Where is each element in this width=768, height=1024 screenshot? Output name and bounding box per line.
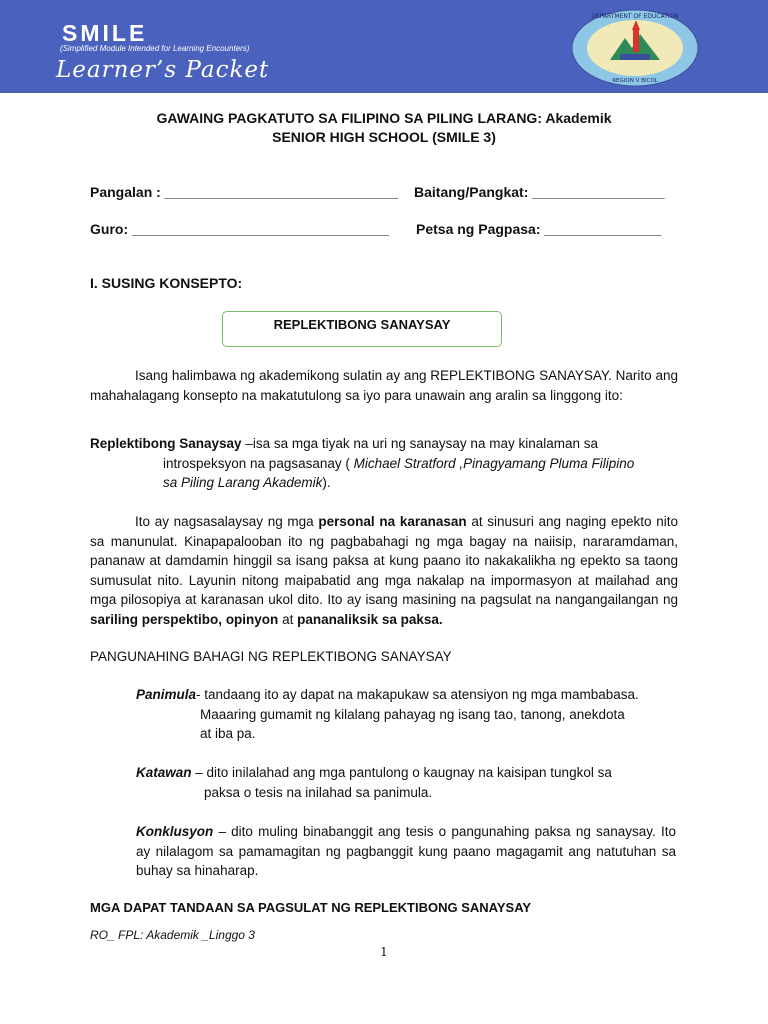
grade-section-field: Baitang/Pangkat: _________________ bbox=[414, 184, 665, 200]
definition-text-2: introspeksyon na pagsasanay ( bbox=[163, 455, 350, 471]
katawan-term: Katawan bbox=[136, 765, 192, 780]
body-text-4: at bbox=[278, 611, 298, 627]
body-bold-2: sariling perspektibo bbox=[90, 611, 219, 627]
document-title-line1: GAWAING PAGKATUTO SA FILIPINO SA PILING LARANG: Akademik bbox=[156, 110, 612, 126]
body-bold-1: personal na karanasan bbox=[318, 514, 467, 529]
definition-end: ). bbox=[322, 475, 331, 490]
panimula-term: Panimula bbox=[136, 687, 197, 702]
header-banner bbox=[0, 0, 768, 93]
svg-text:DEPARTMENT OF EDUCATION: DEPARTMENT OF EDUCATION bbox=[591, 13, 679, 20]
intro-paragraph: Isang halimbawa ng akademikong sulatin ay ang REPLEKTIBONG SANAYSAY. Narito ang mahahalagang konsepto na makatutulong sa iyo para unawain ang aralin sa linggong ito: bbox=[90, 368, 678, 403]
concept-box-label: REPLEKTIBONG SANAYSAY bbox=[273, 317, 451, 332]
definition-term: Replektibong Sanaysay bbox=[90, 436, 242, 451]
definition-text: –isa sa mga tiyak na uri ng sanaysay na may kinalaman sa bbox=[241, 436, 598, 451]
deped-seal-icon bbox=[570, 8, 700, 88]
body-text-1: Ito ay nagsasalaysay ng mga bbox=[135, 514, 319, 529]
page-number: 1 bbox=[380, 945, 388, 959]
section-heading: I. SUSING KONSEPTO: bbox=[90, 275, 243, 291]
brand-subtitle: (Simplified Module Intended for Learning Encounters) bbox=[60, 44, 250, 53]
konklusyon-text: – dito muling binabanggit ang tesis o pangunahing paksa ng sanaysay. Ito ay nilalagom sa pamamagitan ng pagbanggit kung paano magagamit ang natutuhan sa buhay sa hinaharap. bbox=[136, 824, 676, 878]
concept-box bbox=[222, 311, 502, 347]
part-katawan bbox=[136, 763, 676, 802]
parts-heading: PANGUNAHING BAHAGI NG REPLEKTIBONG SANAYSAY bbox=[90, 649, 452, 664]
body-text-2: at sinusuri ang naging epekto nito sa manunulat. Kinapapalooban ito ng pagbabahagi ng mga bagay na naiisip, nararamdaman, pananaw at damdamin hinggil sa isang paksa at kung paano ito nakakalikha ng epekto sa taong sumusulat nito. Layunin nitong maipabatid ang mga nakalap na impormasyon at mailahad ang mga pilosopiya at karanasan ukol dito. Ito ay isang masining na pagsulat na nangangailangan ng bbox=[90, 514, 678, 607]
submission-date-field: Petsa ng Pagpasa: _______________ bbox=[416, 221, 662, 237]
panimula-line3: at iba pa. bbox=[200, 726, 256, 741]
katawan-line2: paksa o tesis na inilahad sa panimula. bbox=[204, 784, 433, 800]
learners-packet-title: Learner’s Packet bbox=[56, 57, 270, 83]
body-bold-4: pananaliksik sa paksa. bbox=[297, 611, 443, 627]
part-konklusyon bbox=[136, 822, 676, 881]
definition-paragraph bbox=[90, 434, 678, 493]
panimula-line2: Maaaring gumamit ng kilalang pahayag ng isang tao, tanong, anekdota bbox=[200, 706, 625, 722]
page-footer: RO_ FPL: Akademik _Linggo 3 bbox=[90, 928, 255, 942]
definition-citation-2: sa Piling Larang Akademik bbox=[163, 475, 323, 490]
body-bold-3: opinyon bbox=[225, 611, 279, 627]
katawan-line1: – dito inilalahad ang mga pantulong o kaugnay na kaisipan tungkol sa bbox=[191, 765, 612, 780]
definition-citation: Michael Stratford ,Pinagyamang Pluma Filipino bbox=[349, 455, 635, 471]
reminders-heading: MGA DAPAT TANDAAN SA PAGSULAT NG REPLEKTIBONG SANAYSAY bbox=[90, 900, 532, 915]
name-field: Pangalan : ______________________________ bbox=[90, 184, 399, 200]
document-title-line2: SENIOR HIGH SCHOOL (SMILE 3) bbox=[272, 129, 496, 145]
part-panimula bbox=[136, 685, 676, 744]
body-text-3: , bbox=[218, 611, 226, 627]
svg-text:REGION V BICOL: REGION V BICOL bbox=[612, 78, 658, 84]
body-paragraph bbox=[90, 512, 678, 629]
panimula-line1: - tandaang ito ay dapat na makapukaw sa atensiyon ng mga mambabasa. bbox=[196, 687, 639, 702]
konklusyon-term: Konklusyon bbox=[136, 824, 214, 839]
teacher-field: Guro: _________________________________ bbox=[90, 221, 389, 237]
brand-title: SMILE bbox=[62, 20, 148, 46]
